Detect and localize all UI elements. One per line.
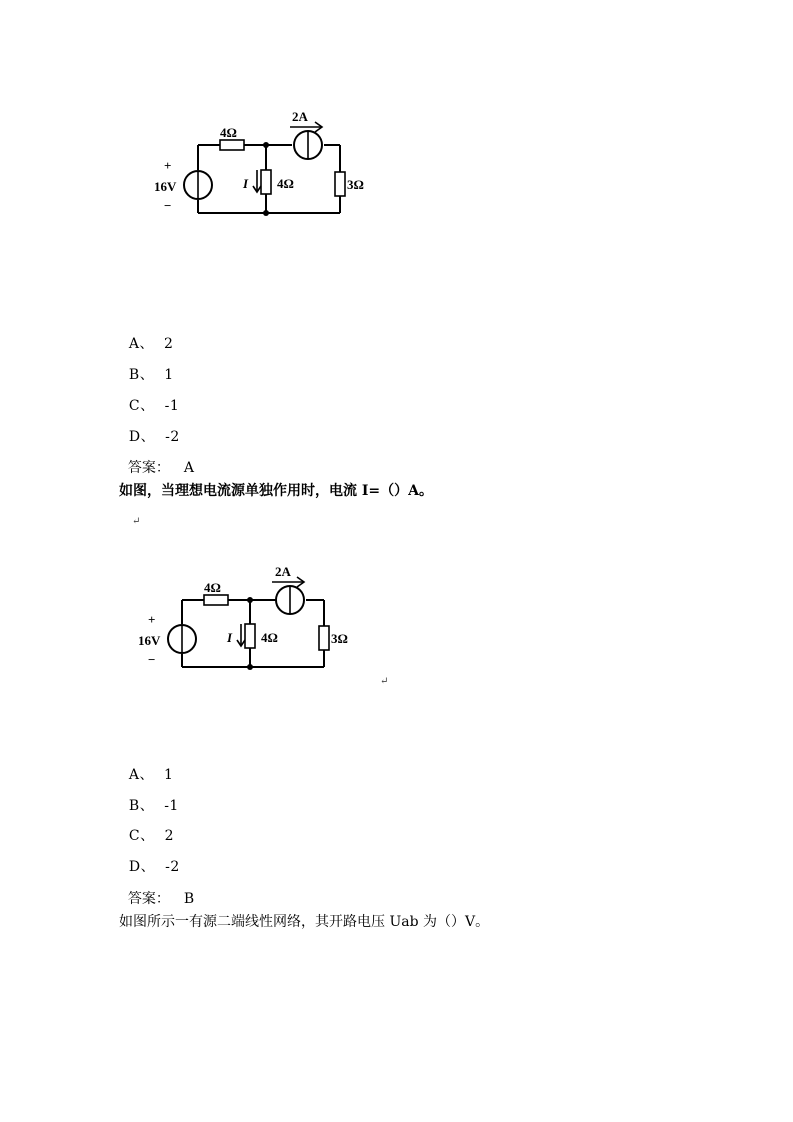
resistor-right: [319, 626, 329, 650]
q2-option-c[interactable]: C、 2: [128, 828, 175, 844]
label-right-resistor: 3Ω: [331, 631, 348, 646]
label-minus: −: [164, 198, 172, 213]
q2-question-text: 如图，当理想电流源单独作用时，电流 I=（）A。: [119, 483, 434, 499]
label-current-var: I: [227, 630, 233, 645]
q3-question-text: 如图所示一有源二端线性网络，其开路电压 Uab 为（）V。: [119, 914, 490, 930]
label-plus: +: [148, 612, 156, 627]
label-right-resistor: 3Ω: [347, 177, 364, 192]
resistor-right: [335, 172, 345, 196]
q1-option-b[interactable]: B、 1: [128, 367, 174, 383]
q2-option-b[interactable]: B、 -1: [128, 798, 179, 814]
label-voltage-source: 16V: [138, 633, 161, 648]
resistor-middle: [245, 624, 255, 648]
label-voltage-source: 16V: [154, 179, 177, 194]
q2-option-a[interactable]: A、 1: [128, 767, 174, 783]
circuit-diagram-1: [140, 100, 390, 230]
q2-option-d[interactable]: D、 -2: [128, 859, 180, 875]
q1-option-c[interactable]: C、 -1: [128, 398, 180, 414]
label-middle-resistor: 4Ω: [277, 176, 294, 191]
return-mark: ↵: [132, 516, 141, 527]
return-mark: ↵: [380, 676, 389, 687]
label-left-resistor: 4Ω: [220, 125, 237, 140]
label-plus: +: [164, 158, 172, 173]
label-minus: −: [148, 652, 156, 667]
label-middle-resistor: 4Ω: [261, 630, 278, 645]
label-current-var: I: [243, 176, 249, 191]
resistor-middle: [261, 170, 271, 194]
q1-option-d[interactable]: D、 -2: [128, 429, 180, 445]
circuit-diagram-2: [126, 556, 376, 686]
q1-answer: 答案： A: [127, 460, 195, 476]
resistor-left: [204, 595, 228, 605]
resistor-left: [220, 140, 244, 150]
q2-answer: 答案： B: [127, 891, 195, 907]
label-source-current: 2A: [275, 564, 291, 579]
label-left-resistor: 4Ω: [204, 580, 221, 595]
label-source-current: 2A: [292, 109, 308, 124]
q1-option-a[interactable]: A、 2: [128, 336, 174, 352]
